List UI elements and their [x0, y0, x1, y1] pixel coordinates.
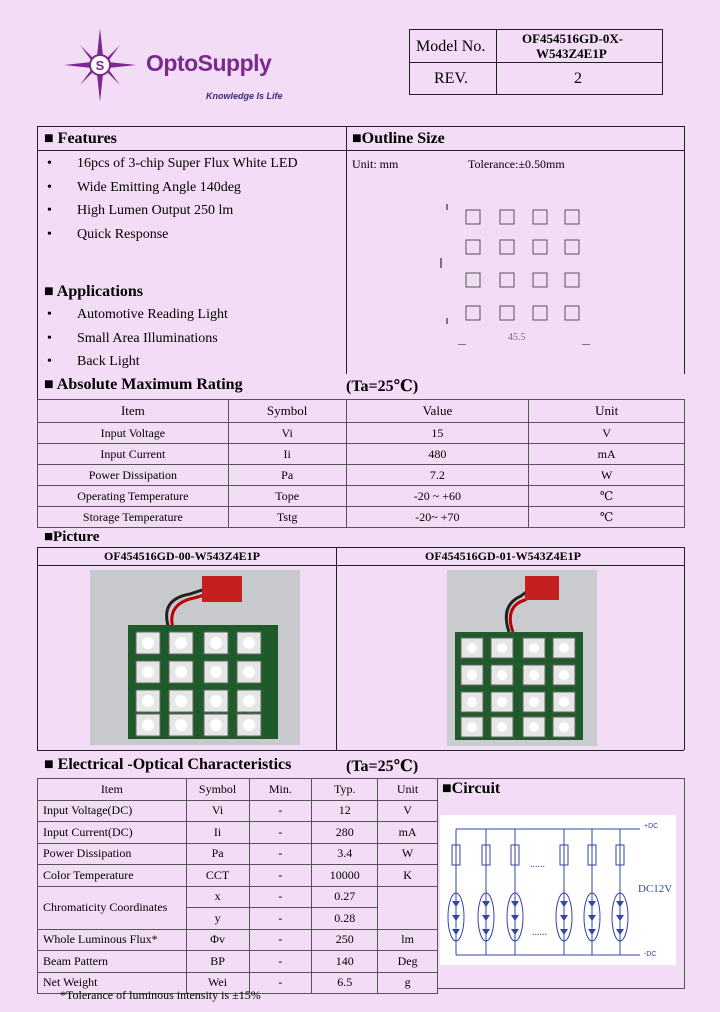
- brand-name: OptoSupply: [146, 50, 272, 76]
- circuit-plus-label: +DC: [644, 823, 659, 830]
- table-row: Input Current Ii 480 mA: [38, 444, 685, 465]
- table-row: Color Temperature CCT - 10000 K: [38, 865, 438, 887]
- eo-condition: (Ta=25℃): [346, 758, 419, 775]
- picture-caption-right: OF454516GD-01-W543Z4E1P: [425, 549, 581, 563]
- brand-tagline: Knowledge Is Life: [206, 91, 283, 101]
- amr-table: [37, 399, 685, 528]
- applications-list: [43, 307, 228, 378]
- eo-footnote: *Tolerance of luminous intensity is ±15%: [60, 988, 261, 1002]
- list-item: • Back Light: [47, 354, 140, 369]
- table-row: Whole Luminous Flux* Φv - 250 lm: [38, 929, 438, 951]
- table-row: Storage Temperature Tstg -20~ +70 ℃: [38, 507, 685, 528]
- list-item: • Small Area Illuminations: [47, 330, 218, 346]
- amr-title: ■ Absolute Maximum Rating: [44, 376, 243, 393]
- table-row: Chromaticity Coordinates x - 0.27: [38, 886, 438, 908]
- table-row: Net Weight Wei - 6.5 g: [38, 972, 438, 994]
- applications-title: ■ Applications: [44, 283, 144, 300]
- list-item: • Quick Response: [47, 226, 169, 242]
- table-row: Input Voltage(DC) Vi - 12 V: [38, 800, 438, 822]
- circuit-title: ■Circuit: [442, 780, 501, 797]
- outline-title: ■Outline Size: [352, 130, 445, 147]
- list-item: • Automotive Reading Light: [47, 307, 228, 322]
- product-photo-right: [447, 570, 597, 746]
- model-value-line1: OF454516GD-0X-: [522, 31, 624, 46]
- eo-table: [37, 778, 438, 994]
- table-row: Power Dissipation Pa - 3.4 W: [38, 843, 438, 865]
- table-header: Item Symbol Min. Typ. Unit: [38, 779, 438, 801]
- outline-drawing: [436, 200, 596, 350]
- list-item: • 16pcs of 3-chip Super Flux White LED: [47, 156, 298, 171]
- list-item: • High Lumen Output 250 lm: [47, 203, 234, 218]
- table-header: Item Symbol Value Unit: [38, 400, 685, 423]
- model-label: Model No.: [416, 38, 486, 55]
- table-row: Input Voltage Vi 15 V: [38, 423, 685, 444]
- picture-title: ■Picture: [44, 529, 100, 545]
- model-box: [409, 29, 663, 95]
- outline-dimension: 45.5: [508, 332, 526, 343]
- features-title: ■ Features: [44, 130, 117, 147]
- circuit-minus-label: -DC: [644, 951, 657, 958]
- table-row: Beam Pattern BP - 140 Deg: [38, 951, 438, 973]
- table-row: y - 0.28: [38, 908, 438, 930]
- table-row: Input Current(DC) Ii - 280 mA: [38, 822, 438, 844]
- table-row: Operating Temperature Tope -20 ~ +60 ℃: [38, 486, 685, 507]
- circuit-dots-upper: ......: [530, 859, 545, 870]
- list-item: • Wide Emitting Angle 140deg: [47, 179, 241, 195]
- led-board-icon: [90, 570, 300, 745]
- rev-label: REV.: [434, 70, 468, 87]
- amr-condition: (Ta=25℃): [346, 378, 419, 395]
- circuit-diagram: [440, 815, 676, 965]
- outline-tolerance: Tolerance:±0.50mm: [468, 157, 565, 171]
- led-board-icon: [447, 570, 597, 746]
- features-list: [43, 156, 298, 250]
- rev-value: 2: [574, 70, 582, 87]
- outline-grid-icon: [436, 200, 596, 350]
- outline-unit: Unit: mm: [352, 157, 399, 171]
- circuit-dots-lower: ......: [532, 927, 547, 938]
- model-value-line2: W543Z4E1P: [536, 46, 607, 61]
- eo-title: ■ Electrical -Optical Characteristics: [44, 756, 292, 773]
- svg-text:S: S: [95, 58, 105, 73]
- circuit-voltage-label: DC12V: [638, 883, 673, 895]
- product-photo-left: [90, 570, 300, 745]
- picture-caption-left: OF454516GD-00-W543Z4E1P: [104, 549, 260, 563]
- table-row: Power Dissipation Pa 7.2 W: [38, 465, 685, 486]
